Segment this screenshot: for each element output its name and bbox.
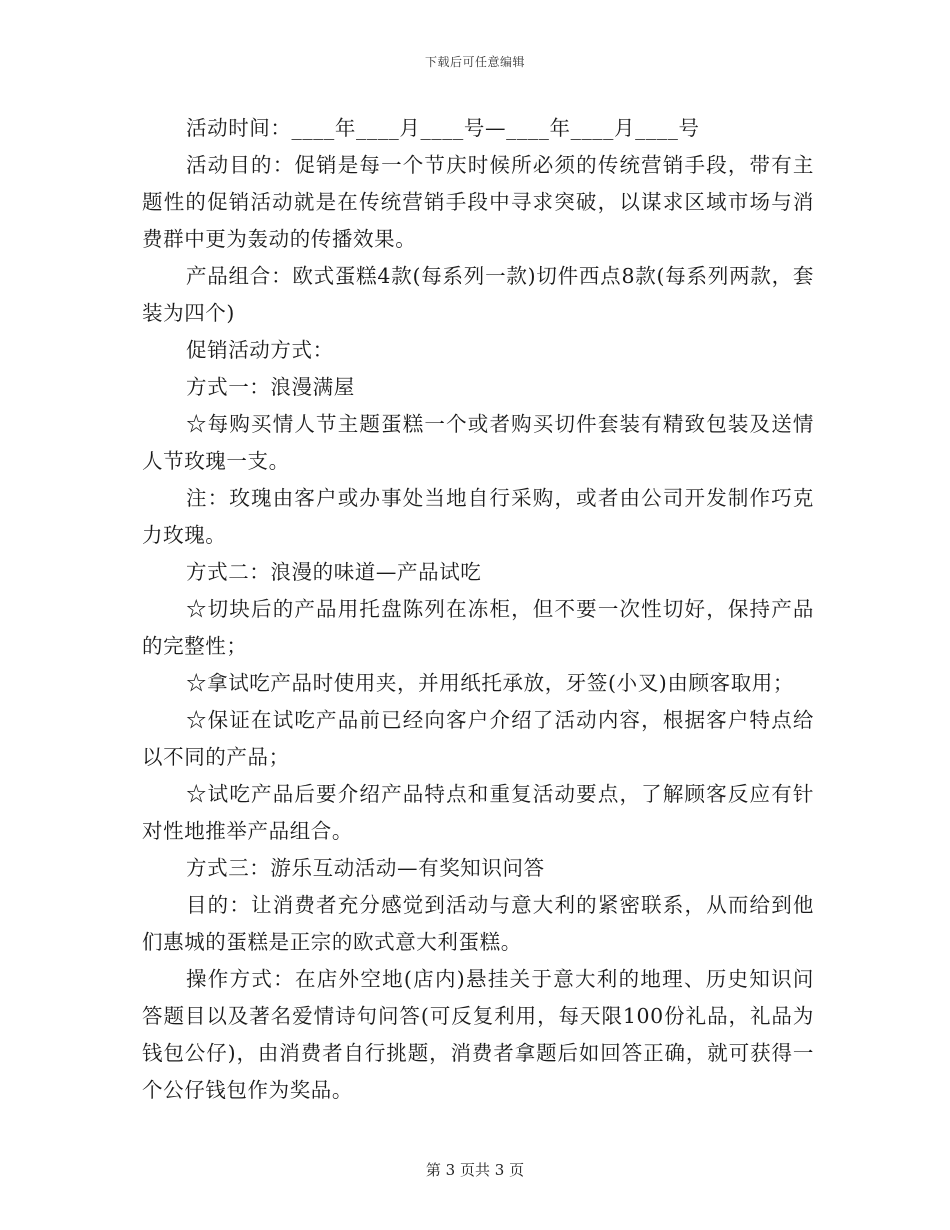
paragraph-method-two-item-2: ☆拿试吃产品时使用夹，并用纸托承放，牙签(小叉)由顾客取用； (186, 671, 794, 695)
paragraph-method-one: 方式一：浪漫满屋 (186, 375, 355, 399)
page-footer: 第 3 页共 3 页 (425, 1161, 525, 1179)
document-body (142, 110, 814, 1109)
paragraph-method-one-item: ☆每购买情人节主题蛋糕一个或者购买切件套装有精致包装及送情人节玫瑰一支。 (142, 412, 814, 473)
paragraph-method-three: 方式三：游乐互动活动—有奖知识问答 (186, 856, 545, 880)
paragraph-method-two-item-1: ☆切块后的产品用托盘陈列在冻柜，但不要一次性切好，保持产品的完整性； (142, 597, 814, 658)
paragraph-method-two-item-3: ☆保证在试吃产品前已经向客户介绍了活动内容，根据客户特点给以不同的产品； (142, 708, 814, 769)
paragraph-product-combo: 产品组合：欧式蛋糕4款(每系列一款)切件西点8款(每系列两款，套装为四个) (142, 264, 814, 325)
paragraph-activity-time: 活动时间：____年____月____号—____年____月____号 (186, 116, 700, 140)
paragraph-method-two-item-4: ☆试吃产品后要介绍产品特点和重复活动要点，了解顾客反应有针对性地推举产品组合。 (142, 782, 814, 843)
paragraph-activity-purpose: 活动目的：促销是每一个节庆时候所必须的传统营销手段，带有主题性的促销活动就是在传统营销手段中寻求突破，以谋求区域市场与消费群中更为轰动的传播效果。 (142, 153, 814, 251)
paragraph-method-two: 方式二：浪漫的味道—产品试吃 (186, 560, 482, 584)
paragraph-promo-methods: 促销活动方式： (186, 338, 334, 362)
page-header: 下载后可任意编辑 (424, 55, 525, 69)
paragraph-method-three-purpose: 目的：让消费者充分感觉到活动与意大利的紧密联系，从而给到他们惠城的蛋糕是正宗的欧式意大利蛋糕。 (142, 893, 814, 954)
paragraph-note: 注：玫瑰由客户或办事处当地自行采购，或者由公司开发制作巧克力玫瑰。 (142, 486, 814, 547)
paragraph-method-three-operation: 操作方式：在店外空地(店内)悬挂关于意大利的地理、历史知识问答题目以及著名爱情诗句问答(可反复利用，每天限100份礼品，礼品为钱包公仔)，由消费者自行挑题，消费者拿题后如回答正确，就可获得一个公仔钱包作为奖品。 (142, 967, 814, 1102)
